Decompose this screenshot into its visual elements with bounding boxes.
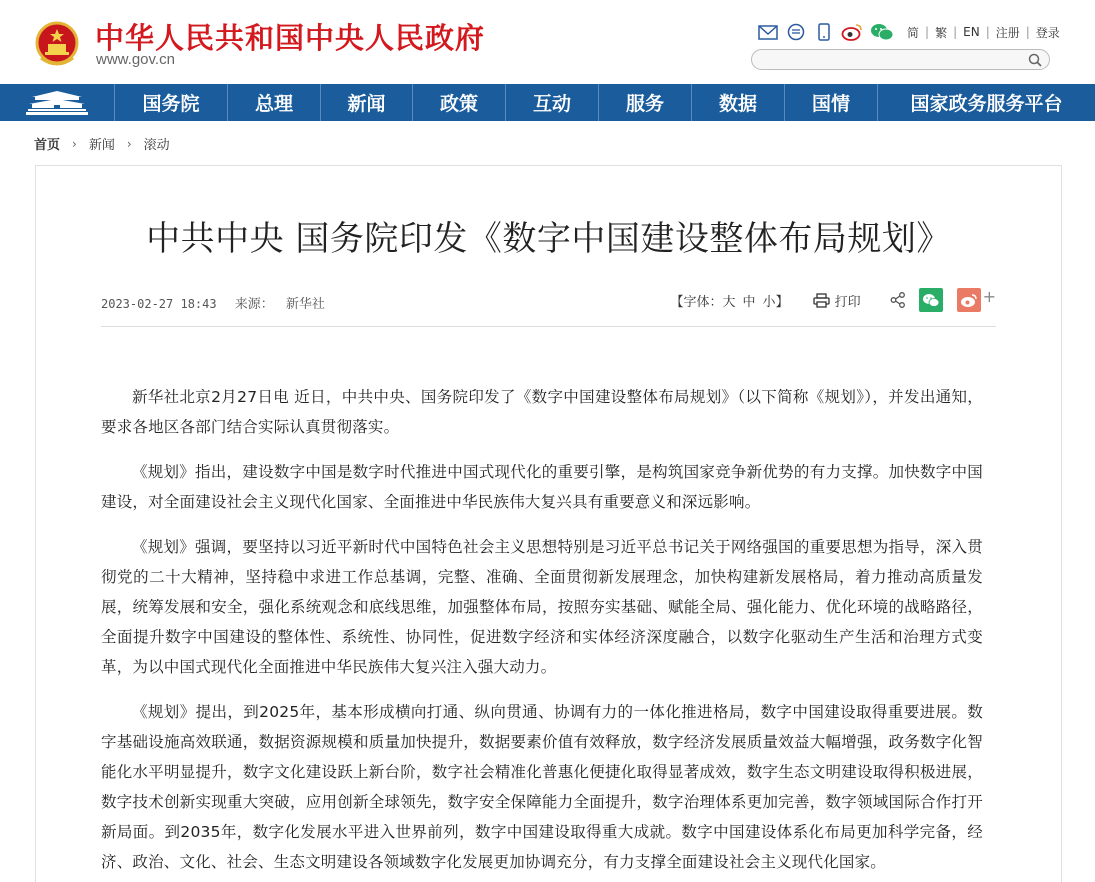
mail-icon[interactable]	[757, 21, 779, 43]
nav-item-national-profile[interactable]: 国情	[785, 84, 878, 121]
share-weibo-button[interactable]	[957, 288, 981, 312]
print-button[interactable]	[813, 291, 861, 310]
weibo-icon	[960, 293, 978, 308]
article-paragraph: 《规划》强调，要坚持以习近平新时代中国特色社会主义思想特别是习近平总书记关于网络强国的重要思想为指导，深入贯彻党的二十大精神，坚持稳中求进工作总基调，完整、准确、全面贯彻新发展理念，加快构建新发展格局，着力推动高质量发展，统筹发展和安全，强化系统观念和底线思维，加强整体布局，按照夯实基础、赋能全局、强化能力、优化环境的战略路径，全面提升数字中国建设的整体性、系统性、协同性，促进数字经济和实体经济深度融合，以数字化驱动生产生活和治理方式变革，为以中国式现代化全面推进中华民族伟大复兴注入强大动力。	[101, 538, 983, 676]
font-size-control	[671, 291, 789, 310]
share-icon[interactable]	[889, 291, 907, 309]
nav-item-news[interactable]: 新闻	[321, 84, 413, 121]
wechat-icon[interactable]	[869, 21, 895, 43]
tiananmen-icon	[26, 90, 88, 116]
top-tools	[757, 21, 1060, 43]
breadcrumb-home[interactable]: 首页	[34, 138, 61, 153]
breadcrumb	[34, 134, 170, 153]
divider: |	[953, 25, 958, 39]
nav-item-data[interactable]: 数据	[692, 84, 785, 121]
print-label: 打印	[834, 294, 861, 310]
source-label: 来源：	[234, 297, 274, 312]
chevron-right-icon: ›	[72, 136, 77, 151]
site-title[interactable]: 中华人民共和国中央人民政府	[95, 21, 486, 55]
article-title: 中共中央 国务院印发《数字中国建设整体布局规划》	[146, 219, 951, 259]
login-link[interactable]: 登录	[1035, 25, 1060, 40]
article-container	[35, 165, 1062, 882]
breadcrumb-rolling[interactable]: 滚动	[143, 138, 170, 153]
search-box	[751, 49, 1050, 70]
publish-date: 2023-02-27 18:43	[101, 297, 217, 311]
national-emblem-icon[interactable]	[33, 20, 81, 70]
wechat-icon	[922, 293, 940, 308]
nav-item-premier[interactable]: 总理	[228, 84, 321, 121]
nav-item-interaction[interactable]: 互动	[506, 84, 599, 121]
font-small-button[interactable]: 小	[762, 294, 776, 310]
article-body	[101, 382, 983, 882]
font-bracket-close: 】	[775, 294, 789, 310]
weibo-icon[interactable]	[841, 21, 863, 43]
mobile-icon[interactable]	[813, 21, 835, 43]
font-label: 【字体：	[670, 294, 723, 310]
article-meta	[101, 287, 996, 327]
lang-simplified-link[interactable]: 简	[907, 25, 920, 40]
article-paragraph: 《规划》指出，建设数字中国是数字时代推进中国式现代化的重要引擎，是构筑国家竞争新优势的有力支撑。加快数字中国建设，对全面建设社会主义现代化国家、全面推进中华民族伟大复兴具有重要意义和深远影响。	[101, 463, 983, 511]
share-wechat-button[interactable]	[919, 288, 943, 312]
article-paragraph: 《规划》提出，到2025年，基本形成横向打通、纵向贯通、协调有力的一体化推进格局，数字中国建设取得重要进展。数字基础设施高效联通，数据资源规模和质量加快提升，数据要素价值有效释放，数字经济发展质量效益大幅增强，政务数字化智能化水平明显提升，数字文化建设跃上新台阶，数字社会精准化普惠化便捷化取得显著成效，数字生态文明建设取得积极进展，数字技术创新实现重大突破，应用创新全球领先，数字安全保障能力全面提升，数字治理体系更加完善，数字领域国际合作打开新局面。到2035年，数字化发展水平进入世界前列，数字中国建设取得重大成就。数字中国建设体系化布局更加科学完备，经济、政治、文化、社会、生态文明建设各领域数字化发展更加协调充分，有力支撑全面建设社会主义现代化国家。	[101, 703, 983, 871]
main-nav	[0, 84, 1095, 121]
printer-icon	[813, 293, 830, 308]
breadcrumb-news[interactable]: 新闻	[88, 138, 115, 153]
site-domain: www.gov.cn	[96, 51, 175, 68]
nav-item-services[interactable]: 服务	[599, 84, 692, 121]
language-links	[907, 24, 1060, 41]
divider: |	[985, 25, 990, 39]
font-large-button[interactable]: 大	[722, 294, 736, 310]
nav-home[interactable]	[0, 84, 115, 121]
message-icon[interactable]	[785, 21, 807, 43]
nav-item-state-council[interactable]: 国务院	[115, 84, 228, 121]
chevron-right-icon: ›	[126, 136, 132, 151]
article-meta-info	[101, 293, 325, 312]
font-medium-button[interactable]: 中	[742, 294, 756, 310]
register-link[interactable]: 注册	[995, 25, 1020, 40]
lang-traditional-link[interactable]: 繁	[935, 25, 948, 40]
more-share-button[interactable]: +	[982, 287, 996, 306]
nav-item-policy[interactable]: 政策	[413, 84, 506, 121]
lang-english-link[interactable]: EN	[963, 25, 980, 39]
divider: |	[925, 25, 930, 39]
divider: |	[1025, 25, 1030, 39]
search-icon[interactable]	[1027, 52, 1043, 68]
nav-item-service-platform[interactable]: 国家政务服务平台	[910, 93, 1063, 115]
article-tools	[671, 287, 997, 313]
source-name: 新华社	[285, 297, 325, 312]
article-paragraph: 新华社北京2月27日电 近日，中共中央、国务院印发了《数字中国建设整体布局规划》（以下简称《规划》），并发出通知，要求各地区各部门结合实际认真贯彻落实。	[101, 388, 983, 436]
site-header	[0, 0, 1095, 84]
search-input[interactable]	[762, 52, 1022, 68]
